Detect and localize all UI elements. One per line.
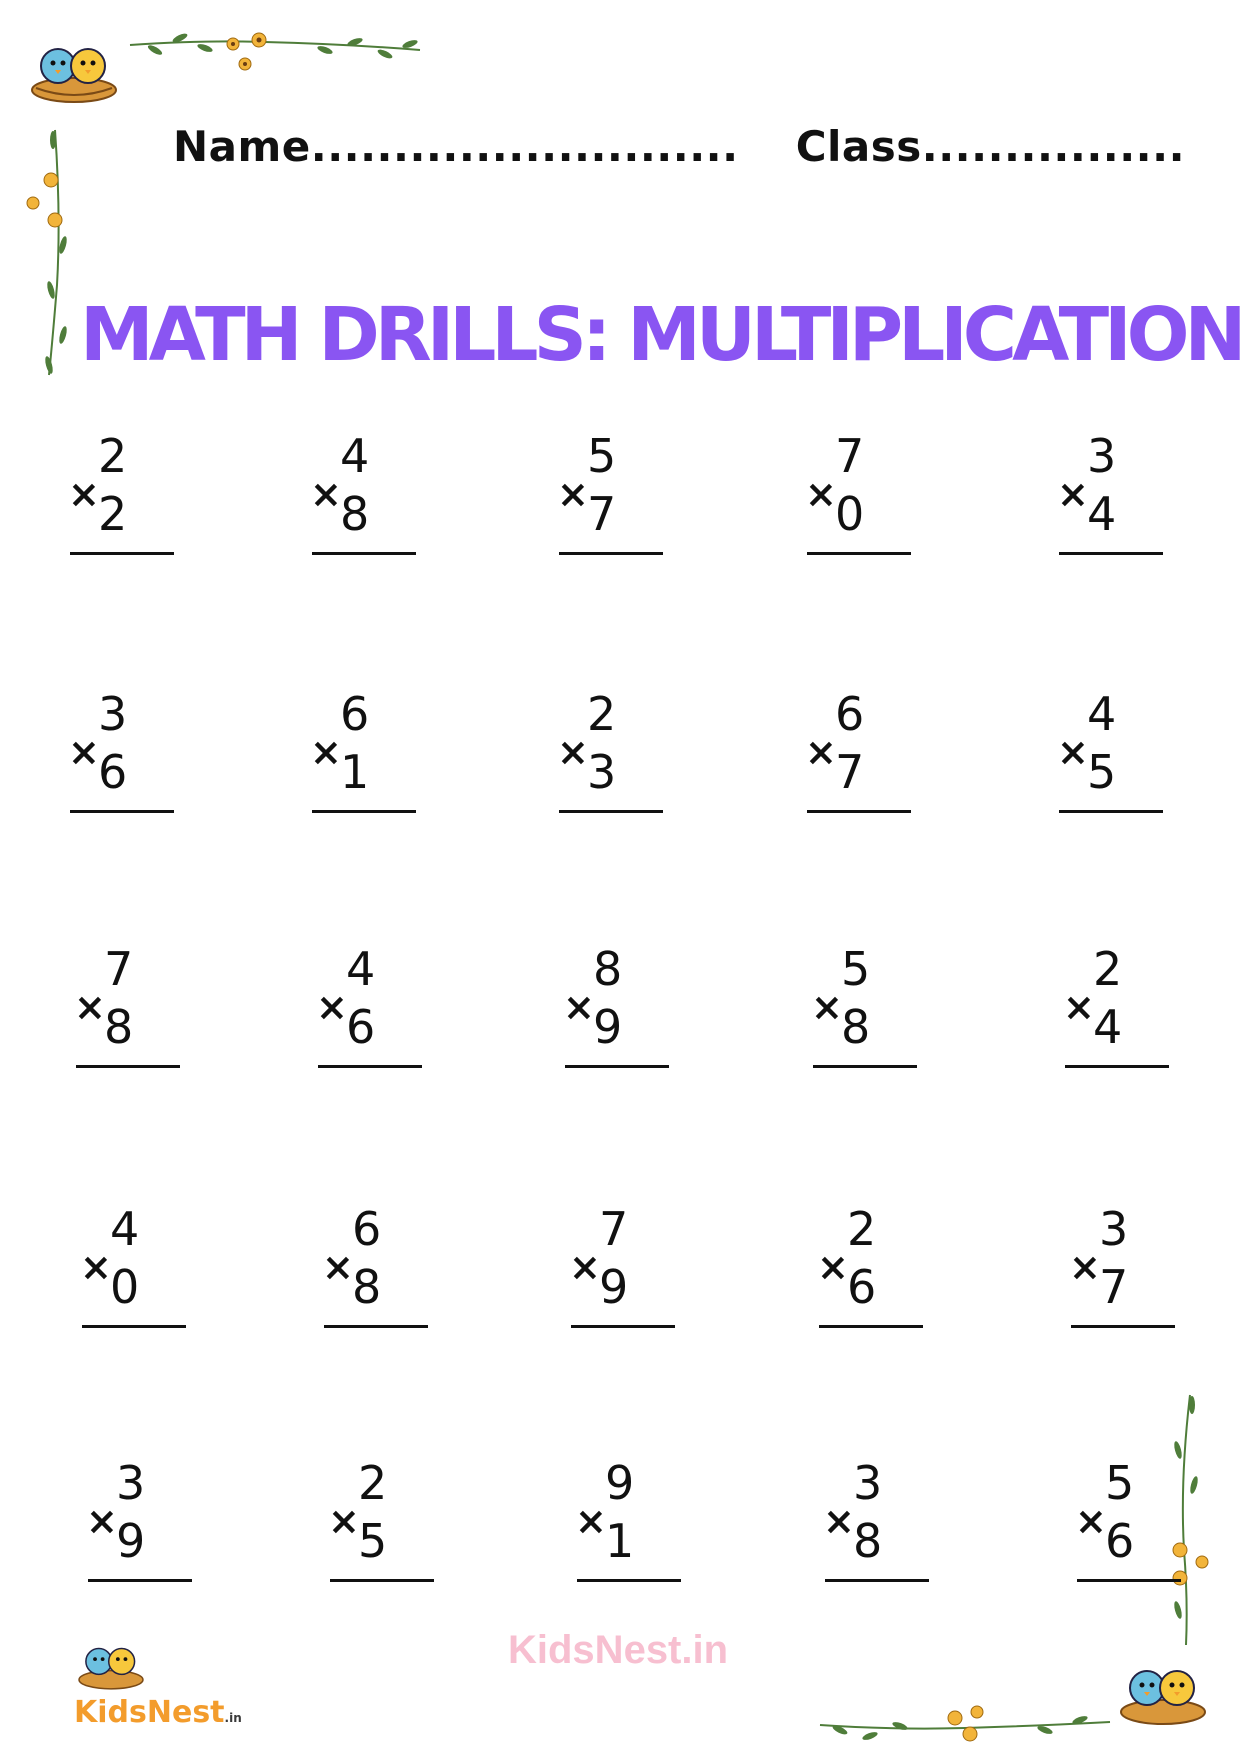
multiply-sign: × [557, 730, 589, 774]
multiplier: 6 [98, 745, 128, 799]
multiplication-problem [310, 430, 430, 570]
multiply-sign: × [817, 1245, 849, 1289]
bird-nest-icon [28, 38, 120, 106]
multiplier: 3 [587, 745, 617, 799]
answer-line[interactable] [324, 1325, 428, 1328]
multiplier: 7 [1099, 1260, 1129, 1314]
multiply-sign: × [1069, 1245, 1101, 1289]
multiplier: 6 [1105, 1514, 1135, 1568]
multiply-sign: × [1075, 1499, 1107, 1543]
multiply-sign: × [316, 985, 348, 1029]
answer-line[interactable] [1059, 810, 1163, 813]
multiply-sign: × [811, 985, 843, 1029]
answer-line[interactable] [70, 552, 174, 555]
multiplicand: 8 [593, 942, 623, 996]
multiplicand: 7 [835, 429, 865, 483]
multiplicand: 4 [110, 1202, 140, 1256]
multiplier: 1 [605, 1514, 635, 1568]
multiply-sign: × [805, 730, 837, 774]
multiplier: 0 [110, 1260, 140, 1314]
multiplication-problem [322, 1203, 442, 1343]
multiplicand: 9 [605, 1456, 635, 1510]
multiply-sign: × [68, 472, 100, 516]
multiplicand: 4 [346, 942, 376, 996]
multiply-sign: × [575, 1499, 607, 1543]
answer-line[interactable] [1065, 1065, 1169, 1068]
answer-line[interactable] [318, 1065, 422, 1068]
multiply-sign: × [80, 1245, 112, 1289]
multiply-sign: × [563, 985, 595, 1029]
multiplier: 1 [340, 745, 370, 799]
multiply-sign: × [68, 730, 100, 774]
student-info [173, 122, 1185, 171]
multiplier: 7 [835, 745, 865, 799]
multiplication-problem [1057, 688, 1177, 828]
multiplicand: 5 [587, 429, 617, 483]
multiplier: 6 [847, 1260, 877, 1314]
answer-line[interactable] [577, 1579, 681, 1582]
multiply-sign: × [74, 985, 106, 1029]
multiplier: 8 [104, 1000, 134, 1054]
bird-nest-icon [76, 1640, 146, 1692]
multiplicand: 3 [1087, 429, 1117, 483]
multiplication-problem [557, 430, 677, 570]
multiplication-problem [310, 688, 430, 828]
answer-line[interactable] [825, 1579, 929, 1582]
multiplicand: 4 [1087, 687, 1117, 741]
multiply-sign: × [569, 1245, 601, 1289]
multiplication-problem [86, 1457, 206, 1597]
answer-line[interactable] [559, 552, 663, 555]
multiplier: 6 [346, 1000, 376, 1054]
multiplicand: 6 [352, 1202, 382, 1256]
multiplier: 8 [352, 1260, 382, 1314]
name-field[interactable]: Name.......................... [173, 122, 739, 171]
answer-line[interactable] [807, 810, 911, 813]
multiplication-problem [563, 943, 683, 1083]
answer-line[interactable] [807, 552, 911, 555]
multiplication-problem [80, 1203, 200, 1343]
multiply-sign: × [557, 472, 589, 516]
multiplication-problem [817, 1203, 937, 1343]
multiply-sign: × [310, 730, 342, 774]
multiplicand: 5 [841, 942, 871, 996]
multiplication-problem [68, 430, 188, 570]
multiplier: 8 [841, 1000, 871, 1054]
multiplier: 5 [1087, 745, 1117, 799]
brand-logo [74, 1695, 242, 1730]
multiply-sign: × [1057, 472, 1089, 516]
multiplication-problem [823, 1457, 943, 1597]
multiplicand: 2 [847, 1202, 877, 1256]
bird-nest-icon [1117, 1660, 1209, 1728]
multiplicand: 7 [599, 1202, 629, 1256]
multiplicand: 2 [1093, 942, 1123, 996]
answer-line[interactable] [76, 1065, 180, 1068]
multiplicand: 6 [340, 687, 370, 741]
multiplication-problem [805, 688, 925, 828]
multiplication-problem [805, 430, 925, 570]
multiplicand: 4 [340, 429, 370, 483]
multiplicand: 2 [358, 1456, 388, 1510]
multiplication-problem [1069, 1203, 1189, 1343]
answer-line[interactable] [88, 1579, 192, 1582]
multiplier: 2 [98, 487, 128, 541]
answer-line[interactable] [1059, 552, 1163, 555]
brand-suffix: .in [224, 1711, 242, 1725]
answer-line[interactable] [559, 810, 663, 813]
multiplication-problem [557, 688, 677, 828]
class-field[interactable]: Class................ [795, 122, 1186, 171]
multiplication-problem [569, 1203, 689, 1343]
multiplicand: 2 [98, 429, 128, 483]
page-title: MATH DRILLS: MULTIPLICATION [80, 292, 1241, 378]
multiplier: 7 [587, 487, 617, 541]
multiplier: 9 [599, 1260, 629, 1314]
multiplier: 8 [853, 1514, 883, 1568]
multiplication-problem [1075, 1457, 1195, 1597]
answer-line[interactable] [70, 810, 174, 813]
answer-line[interactable] [571, 1325, 675, 1328]
answer-line[interactable] [1071, 1325, 1175, 1328]
multiplicand: 7 [104, 942, 134, 996]
multiplicand: 3 [853, 1456, 883, 1510]
multiplication-problem [811, 943, 931, 1083]
multiply-sign: × [823, 1499, 855, 1543]
answer-line[interactable] [312, 810, 416, 813]
multiplication-problem [328, 1457, 448, 1597]
vine-icon [815, 1700, 1115, 1755]
answer-line[interactable] [330, 1579, 434, 1582]
multiplicand: 2 [587, 687, 617, 741]
multiply-sign: × [310, 472, 342, 516]
answer-line[interactable] [813, 1065, 917, 1068]
multiply-sign: × [328, 1499, 360, 1543]
multiply-sign: × [1057, 730, 1089, 774]
multiplicand: 6 [835, 687, 865, 741]
multiplicand: 5 [1105, 1456, 1135, 1510]
multiplication-problem [1063, 943, 1183, 1083]
vine-icon [15, 125, 85, 380]
answer-line[interactable] [82, 1325, 186, 1328]
multiplier: 8 [340, 487, 370, 541]
multiply-sign: × [322, 1245, 354, 1289]
multiplier: 4 [1093, 1000, 1123, 1054]
multiply-sign: × [86, 1499, 118, 1543]
multiplicand: 3 [116, 1456, 146, 1510]
multiplier: 5 [358, 1514, 388, 1568]
answer-line[interactable] [565, 1065, 669, 1068]
multiplication-problem [1057, 430, 1177, 570]
answer-line[interactable] [1077, 1579, 1181, 1582]
multiplication-problem [575, 1457, 695, 1597]
answer-line[interactable] [312, 552, 416, 555]
brand-name: KidsNest [74, 1695, 225, 1730]
answer-line[interactable] [819, 1325, 923, 1328]
multiplication-problem [74, 943, 194, 1083]
multiplicand: 3 [1099, 1202, 1129, 1256]
multiplier: 0 [835, 487, 865, 541]
multiplier: 9 [116, 1514, 146, 1568]
multiplication-problem [316, 943, 436, 1083]
flower-icon [215, 22, 281, 78]
multiplicand: 3 [98, 687, 128, 741]
multiplication-problem [68, 688, 188, 828]
multiply-sign: × [805, 472, 837, 516]
watermark: KidsNest.in [508, 1628, 729, 1672]
multiply-sign: × [1063, 985, 1095, 1029]
multiplier: 4 [1087, 487, 1117, 541]
multiplier: 9 [593, 1000, 623, 1054]
